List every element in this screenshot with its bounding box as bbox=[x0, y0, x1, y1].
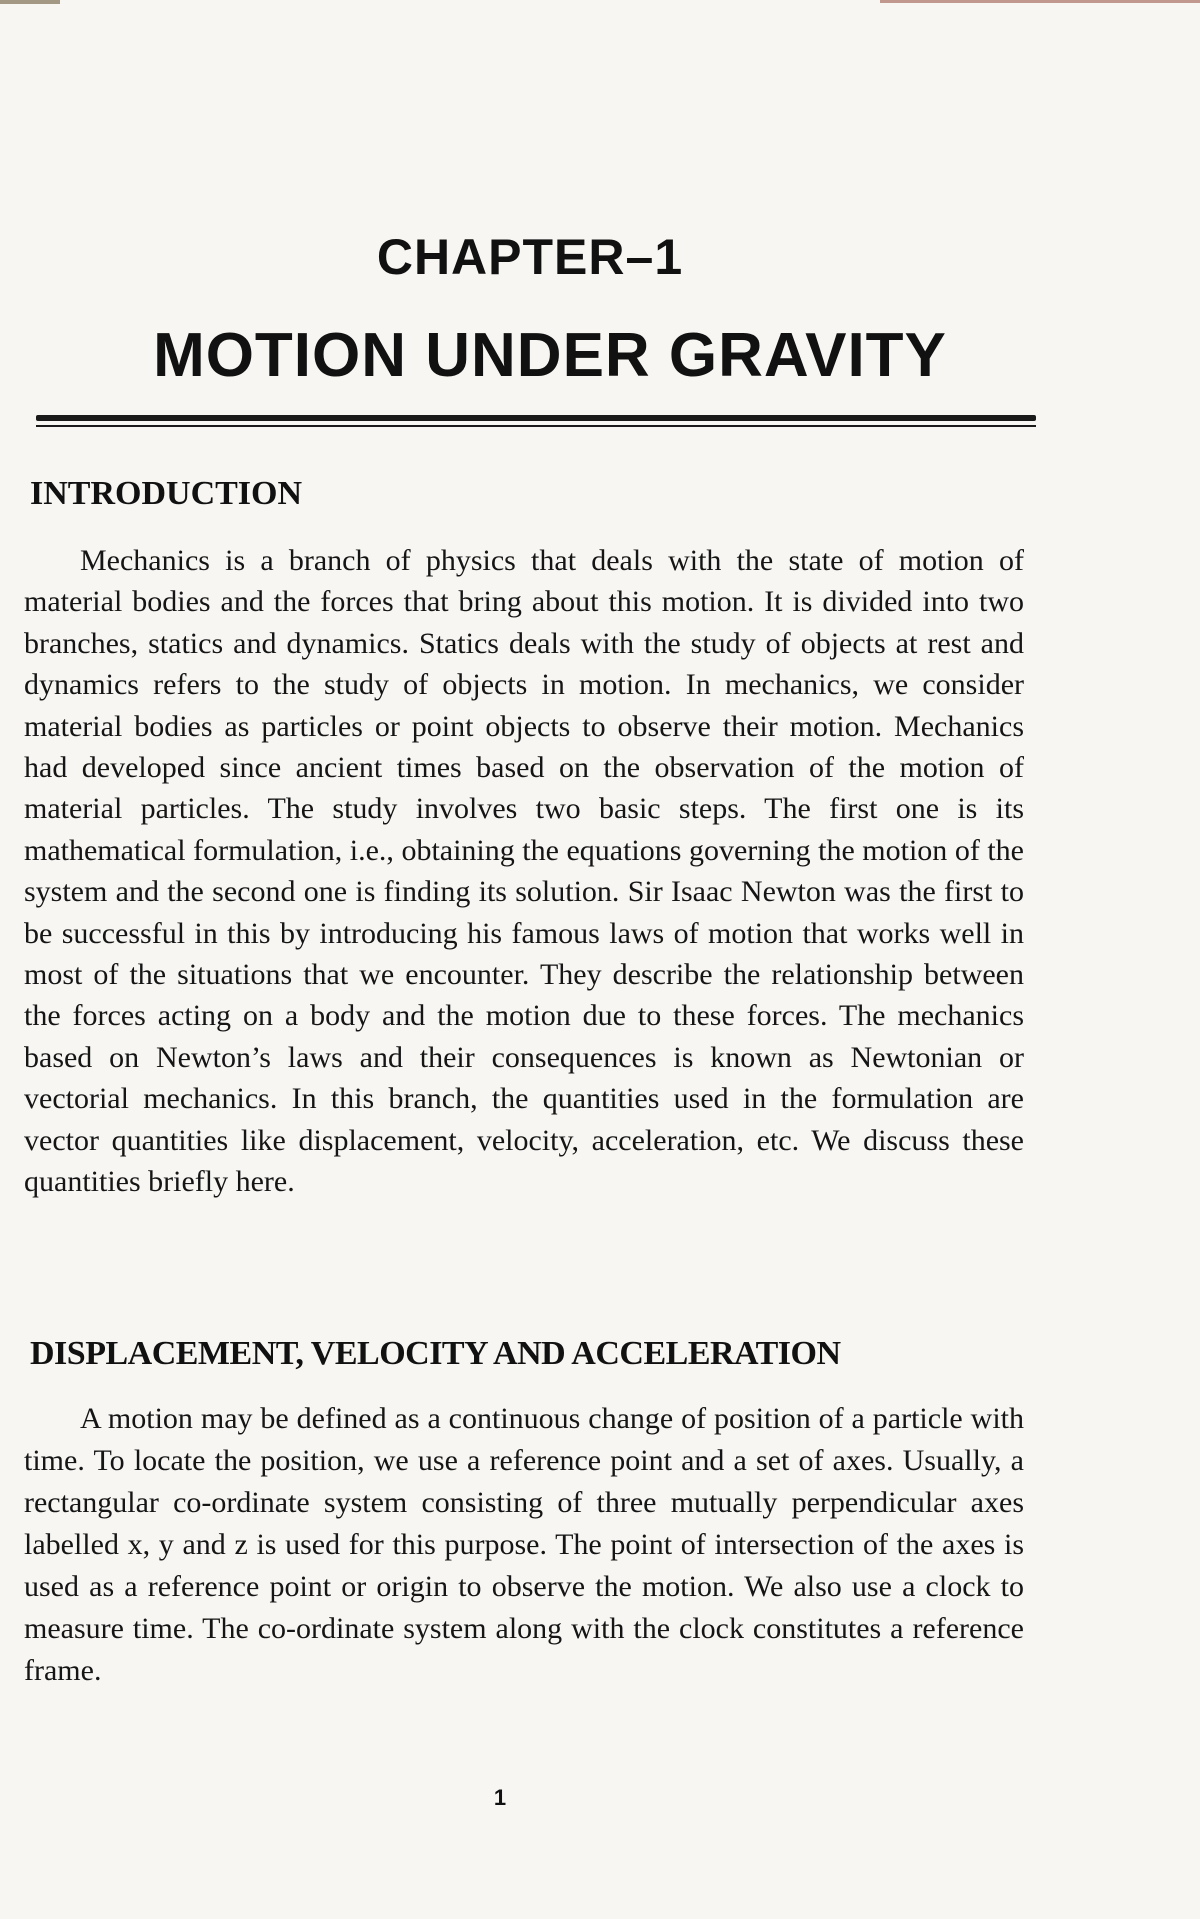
chapter-title: MOTION UNDER GRAVITY bbox=[153, 321, 947, 390]
section-heading-displacement-velocity-acceleration: DISPLACEMENT, VELOCITY AND ACCELERATION bbox=[30, 1335, 841, 1372]
chapter-label: CHAPTER–1 bbox=[376, 229, 684, 285]
section-heading-introduction: INTRODUCTION bbox=[30, 475, 303, 512]
page-edge-mark-left bbox=[0, 0, 60, 4]
page-number: 1 bbox=[493, 1785, 507, 1810]
title-underline-thick bbox=[36, 415, 1036, 421]
page-edge-mark-right bbox=[880, 0, 1200, 3]
displacement-paragraph: A motion may be defined as a continuous change of position of a particle with time. To locate the position, we use a reference point and a set of axes. Usually, a rectangular co-ordinate system consisting of three mutually perpendicular axes labelled x, y and z is used for this purpose. The point of intersection of the axes is used as a reference point or origin to observe the motion. We also use a clock to measure time. The co-ordinate system along with the clock constitutes a reference frame. bbox=[24, 1402, 1024, 1687]
title-underline-thin bbox=[36, 425, 1036, 427]
title-underline bbox=[36, 415, 1036, 427]
introduction-paragraph: Mechanics is a branch of physics that deals with the state of motion of material bodies and the forces that bring about this motion. It is divided into two branches, statics and dynamics. Statics deals with the study of objects at rest and dynamics refers to the study of objects in motion. In mechanics, we consider material bodies as particles or point objects to observe their motion. Mechanics had developed since ancient times based on the observation of the motion of material particles. The study involves two basic steps. The first one is its mathematical formulation, i.e., obtaining the equations governing the motion of the system and the second one is finding its solution. Sir Isaac Newton was the first to be successful in this by introducing his famous laws of motion that works well in most of the situations that we encounter. They describe the relationship between the forces acting on a body and the motion due to these forces. The mechanics based on Newton’s laws and their consequences is known as Newtonian or vectorial mechanics. In this branch, the quantities used in the formulation are vector quantities like displacement, velocity, acceleration, etc. We discuss these quantities briefly here. bbox=[24, 544, 1024, 1199]
